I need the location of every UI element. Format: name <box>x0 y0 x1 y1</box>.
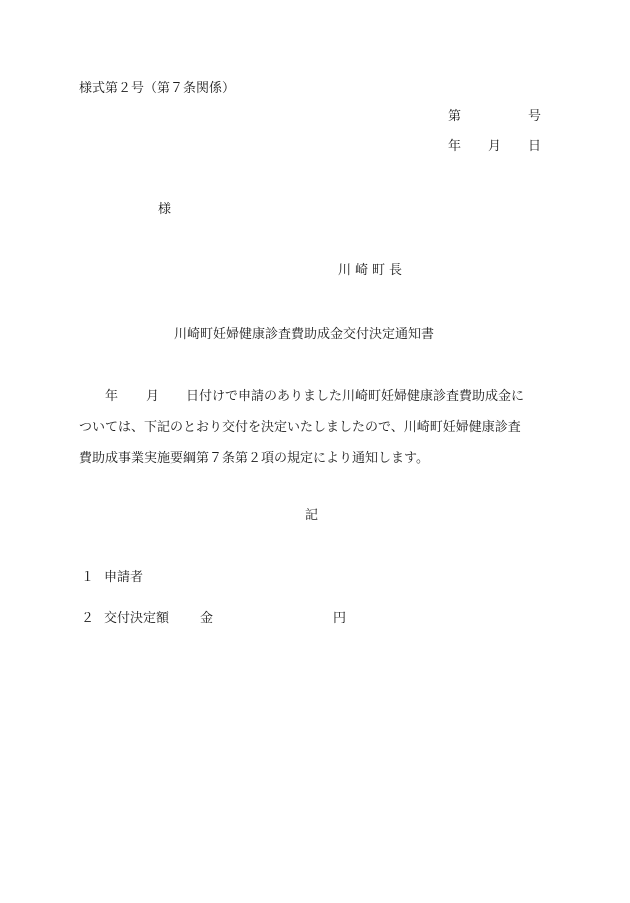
body-line-2: ついては、下記のとおり交付を決定いたしましたので、川崎町妊婦健康診査 <box>79 420 521 435</box>
item-2-label: 交付決定額 <box>104 611 170 626</box>
doc-number-prefix: 第 <box>448 109 462 124</box>
date-year: 年 <box>448 139 462 154</box>
issuer-name: 川崎町長 <box>338 263 407 278</box>
ki-heading: 記 <box>305 508 319 523</box>
body-month-unit: 月 <box>146 389 160 404</box>
form-label: 様式第２号（第７条関係） <box>79 81 236 96</box>
body-year-unit: 年 <box>105 389 119 404</box>
document-title: 川崎町妊婦健康診査費助成金交付決定通知書 <box>174 327 435 342</box>
body-line-1-text: 日付けで申請のありました川崎町妊婦健康診査費助成金に <box>186 389 525 404</box>
item-2-number: ２ <box>81 611 95 626</box>
item-2-amount-prefix: 金 <box>200 611 214 626</box>
body-line-1 <box>79 390 524 403</box>
date-day: 日 <box>528 139 542 154</box>
item-1-label: 申請者 <box>104 570 144 585</box>
date-month: 月 <box>488 139 502 154</box>
doc-number-suffix: 号 <box>528 109 542 124</box>
item-1-number: １ <box>81 570 95 585</box>
body-line-3: 費助成事業実施要綱第７条第２項の規定により通知します。 <box>79 451 429 466</box>
item-2-amount-unit: 円 <box>333 611 347 626</box>
addressee-honorific: 様 <box>158 202 172 217</box>
